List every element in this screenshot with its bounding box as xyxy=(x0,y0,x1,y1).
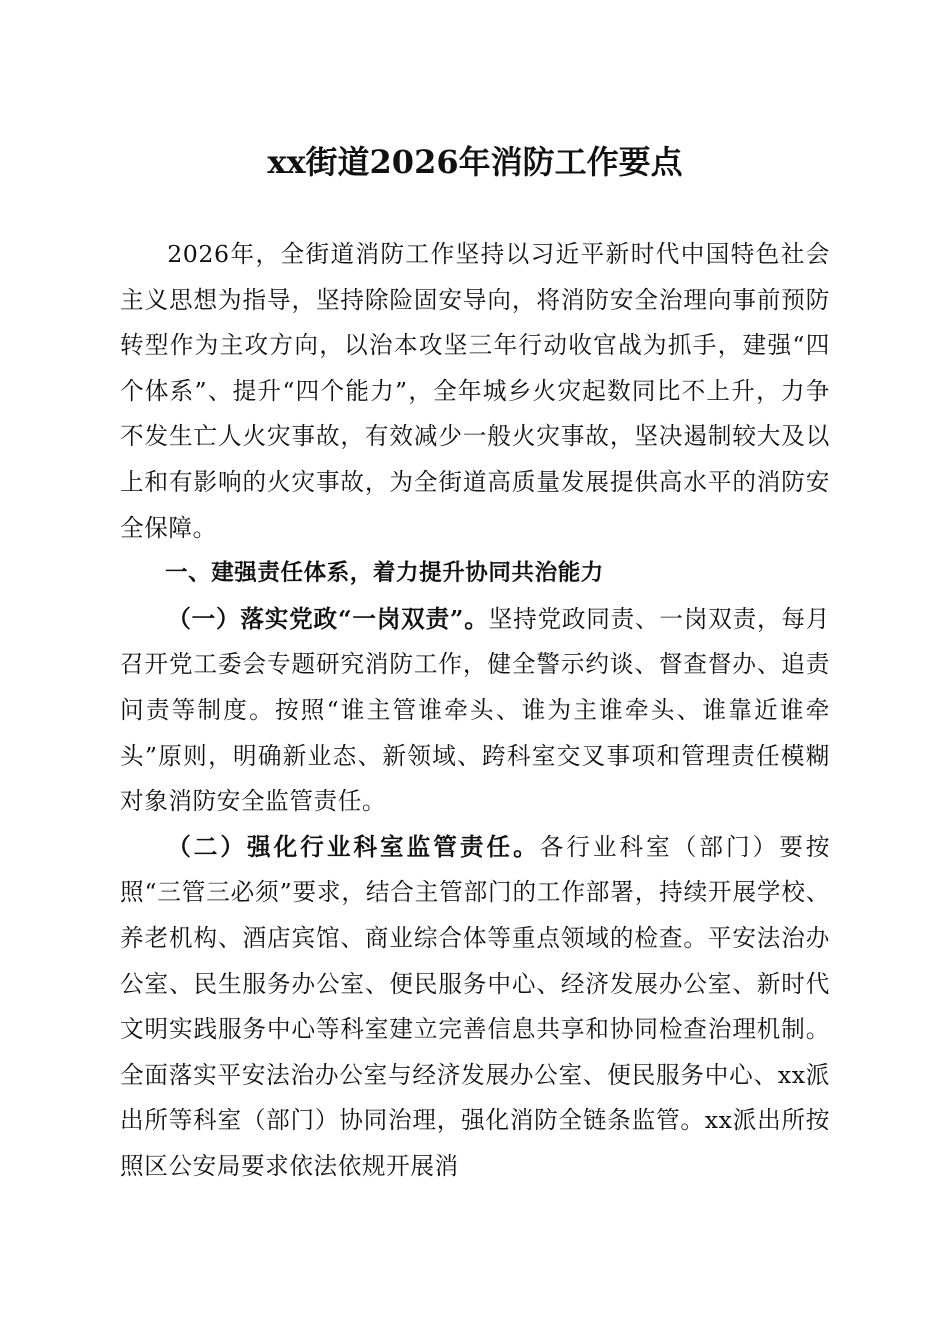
intro-paragraph: 2026年，全街道消防工作坚持以习近平新时代中国特色社会主义思想为指导，坚持除险固安导向，将消防安全治理向事前预防转型作为主攻方向，以治本攻坚三年行动收官战为抓手，建强“四个体系”、提升“四个能力”，全年城乡火灾起数同比不上升，力争不发生亡人火灾事故，有效减少一般火灾事故，坚决遏制较大及以上和有影响的火灾事故，为全街道高质量发展提供高水平的消防安全保障。 xyxy=(120,240,830,542)
item-title-1: （一）落实党政“一岗双责”。 xyxy=(167,604,489,633)
item-text-1: 坚持党政同责、一岗双责，每月召开党工委会专题研究消防工作，健全警示约谈、督查督办、追责问责等制度。按照“谁主管谁牵头、谁为主谁牵头、谁靠近谁牵头”原则，明确新业态、新领域、跨科室交叉事项和管理责任模糊对象消防安全监管责任。 xyxy=(120,604,830,816)
document-body xyxy=(120,232,830,1189)
page-title: xx街道2026年消防工作要点 xyxy=(267,143,683,181)
item-paragraph-1 xyxy=(120,597,830,825)
item-text-2: 各行业科室（部门）要按照“三管三必须”要求，结合主管部门的工作部署，持续开展学校、养老机构、酒店宾馆、商业综合体等重点领域的检查。平安法治办公室、民生服务办公室、便民服务中心、经济发展办公室、新时代文明实践服务中心等科室建立完善信息共享和协同检查治理机制。全面落实平安法治办公室与经济发展办公室、便民服务中心、xx派出所等科室（部门）协同治理，强化消防全链条监管。xx派出所按照区公安局要求依法依规开展消 xyxy=(120,832,830,1180)
section-heading-1: 一、建强责任体系，着力提升协同共治能力 xyxy=(165,560,604,587)
item-paragraph-2 xyxy=(120,825,830,1190)
item-title-2: （二）强化行业科室监管责任。 xyxy=(167,832,540,861)
